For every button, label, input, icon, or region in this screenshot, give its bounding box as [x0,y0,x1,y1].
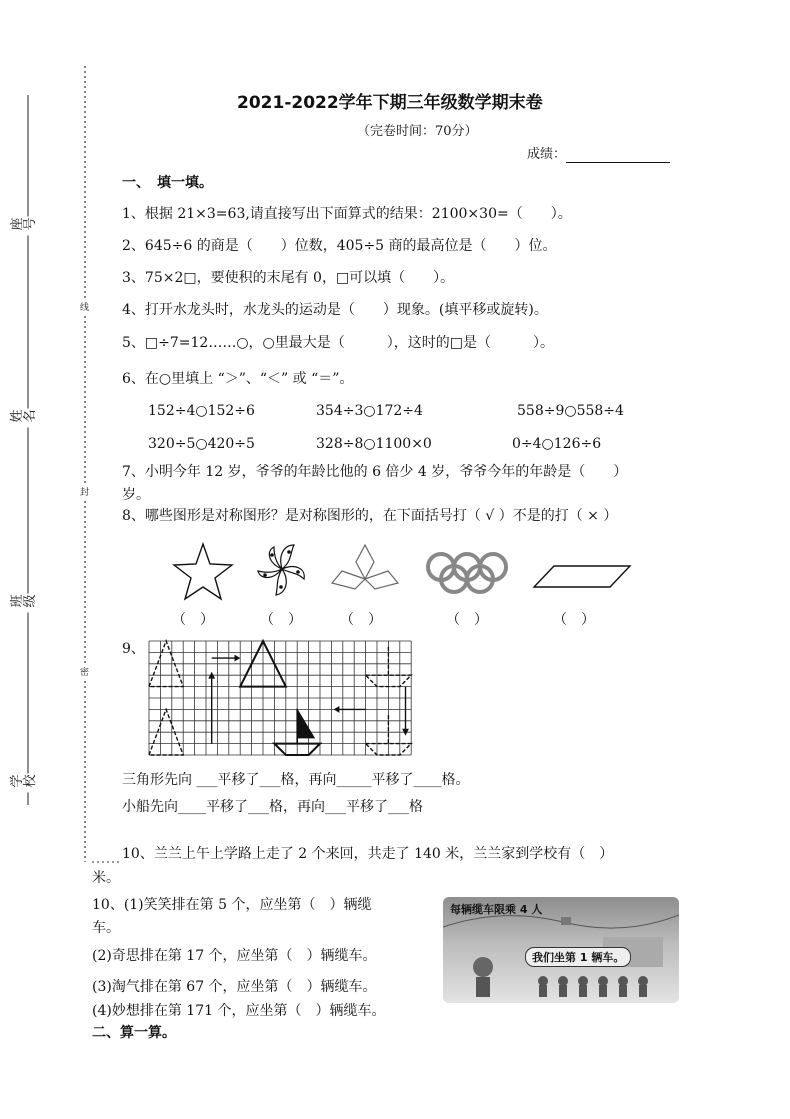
binding-char-xian: 线 [80,300,89,313]
margin-label-seat: 座号 [9,218,36,234]
compare-item: 558÷9○558÷4 [517,403,624,419]
translation-grid [145,638,445,758]
margin-label-school: 学校 [9,775,36,791]
rhombus-pattern-shape [332,545,398,589]
question-10-line1: 10、兰兰上午上学路上走了 2 个来回，共走了 140 米，兰兰家到学校有（ ） [122,846,614,862]
cable-car-picture [443,897,679,1003]
question-9-number: 9、 [122,641,145,657]
question-10-line2: 米。 [92,870,120,886]
question-3: 3、75×2□，要使积的末尾有 0，□可以填（ ）。 [122,270,455,286]
margin-label-name: 姓名 [9,410,36,426]
compare-item: 354÷3○172÷4 [316,403,423,419]
score-label [527,143,670,163]
bracket-flower: （ ） [260,612,302,628]
parallelogram-shape [534,566,630,587]
binding-char-feng: 封 [80,485,89,498]
question-7-line2: 岁。 [122,487,150,503]
binding-char-mi: 密 [80,665,89,678]
question-11-a-line1: 10、(1)笑笑排在第 5 个，应坐第（ ）辆缆 [92,897,372,913]
bracket-star: （ ） [172,612,214,628]
compare-item: 320÷5○420÷5 [148,436,255,452]
score-blank [566,147,670,163]
question-5: 5、□÷7=12……○，○里最大是（ ），这时的□是（ ）。 [122,335,554,351]
question-8: 8、哪些图形是对称图形？是对称图形的，在下面括号打（ √ ）不是的打（ × ） [122,508,618,524]
star-shape [174,544,232,599]
section2-heading: 二、算一算。 [92,1025,176,1041]
q8-shapes [0,537,790,617]
picture-speech-bubble: 我们坐第 1 辆车。 [525,947,631,967]
flower-shape [258,545,304,595]
question-1: 1、根据 21×3=63,请直接写出下面算式的结果：2100×30=（ ）。 [122,206,572,222]
compare-item: 328÷8○1100×0 [316,436,432,452]
question-11-c: (3)淘气排在第 67 个，应坐第（ ）辆缆车。 [92,979,377,995]
bracket-parallelogram: （ ） [553,612,595,628]
score-label-text: 成绩： [527,147,567,162]
arrowhead-left [334,706,340,713]
olympic-rings-shape [428,554,506,592]
question-11-a-line2: 车。 [92,920,120,936]
question-9-line2: 小船先向____平移了___格，再向___平移了___格 [122,799,423,815]
picture-caption: 每辆缆车限乘 4 人 [450,903,543,916]
question-4: 4、打开水龙头时，水龙头的运动是（ ）现象。(填平移或旋转)。 [122,302,548,318]
question-6: 6、在○里填上 “＞”、“＜” 或 “＝”。 [122,371,354,387]
boat-sail [297,709,314,738]
bracket-rings: （ ） [446,612,488,628]
question-11-d: (4)妙想排在第 171 个，应坐第（ ）辆缆车。 [92,1003,386,1019]
question-9-line1: 三角形先向 ___平移了___格，再向_____平移了____格。 [122,772,470,788]
question-11-b: (2)奇思排在第 17 个，应坐第（ ）辆缆车。 [92,948,377,964]
bracket-rhombus: （ ） [340,612,382,628]
compare-item: 152÷4○152÷6 [148,403,255,419]
margin-label-class: 班级 [9,595,36,611]
section1-heading: 一、 填一填。 [122,175,213,191]
arrowhead-right [235,655,241,662]
question-7-line1: 7、小明今年 12 岁，爷爷的年龄比他的 6 倍少 4 岁，爷爷今年的年龄是（ ） [122,464,628,480]
exam-time: （完卷时间：70分） [357,124,478,139]
compare-item: 0÷4○126÷6 [512,436,602,452]
exam-title: 2021-2022学年下期三年级数学期末卷 [237,93,543,113]
question-2: 2、645÷6 的商是（ ）位数，405÷5 商的最高位是（ ）位。 [122,238,557,254]
